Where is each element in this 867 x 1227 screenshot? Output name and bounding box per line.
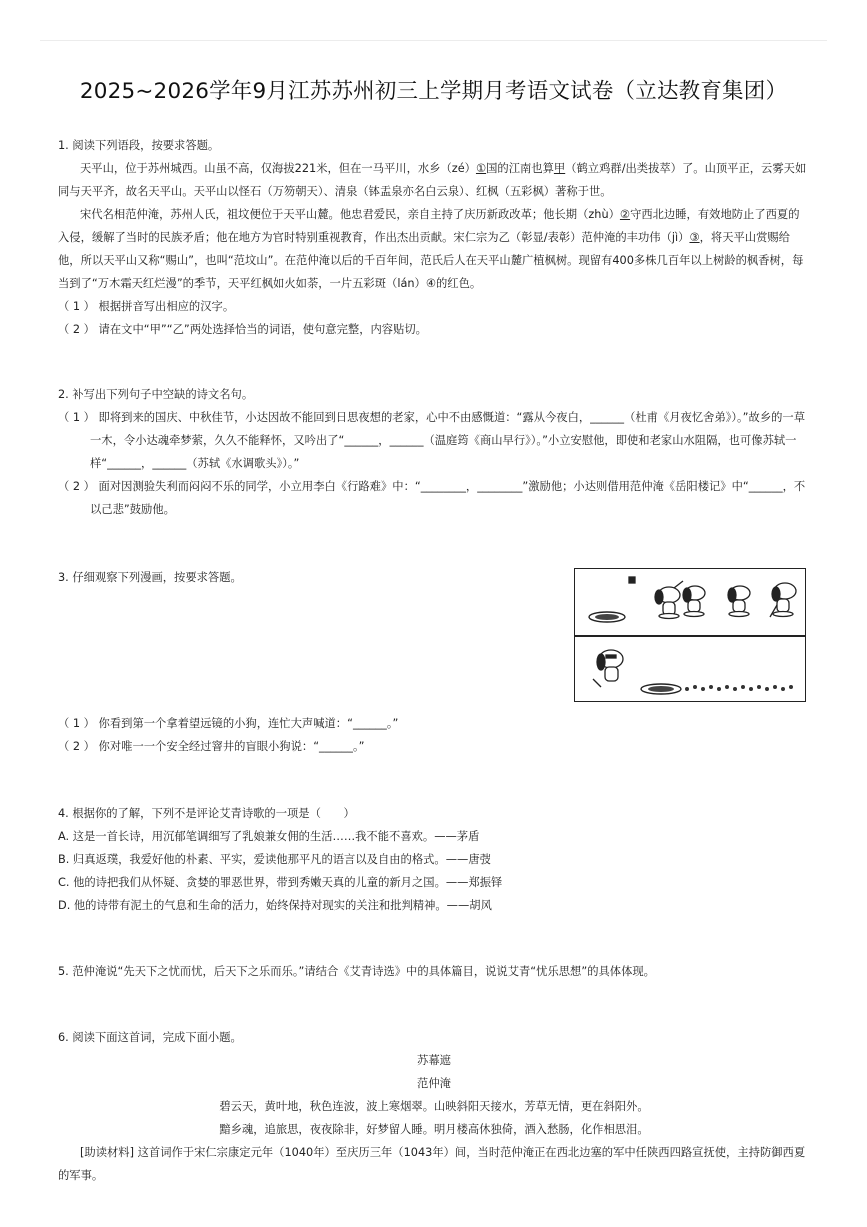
question-3-stem	[58, 566, 558, 589]
question-5	[58, 960, 810, 983]
q1-p1-text-a: 天平山，位于苏州城西。山虽不高，仅海拔221米，但在一马平川，水乡（zé）	[80, 162, 476, 175]
reading-note: [助读材料] 这首词作于宋仁宗康定元年（1040年）至庆历三年（1043年）间，当时范仲淹正在西北边塞的军中任陕西四路宣抚使，主持防御西夏的军事。	[58, 1146, 806, 1182]
footprints-icon	[685, 685, 793, 691]
q6-stem: 6. 阅读下面这首词，完成下面小题。	[58, 1031, 242, 1044]
q1-sub-2: （ 2 ） 请在文中“甲”“乙”两处选择恰当的词语，使句意完整，内容贴切。	[58, 323, 427, 336]
q1-paragraph-1	[58, 157, 810, 203]
blind-dog-icon	[593, 650, 623, 687]
q3-sub-2: （ 2 ） 你对唯一一个安全经过窨井的盲眼小狗说：“______。”	[58, 740, 365, 753]
dog-3-icon	[728, 586, 750, 617]
dog-telescope-icon	[629, 577, 683, 619]
q1-p1-text-b: 国的江南也算	[486, 162, 554, 175]
blank-jia: 甲	[553, 162, 566, 175]
q1-p1-text-c: （鹤立鸡群/出类拔萃）了。山顶平正，云雾天如同与天平齐，故名天平山。天平山以怪石（万笏朝天）、清泉（钵盂泉亦名白云泉）、红枫（五彩枫）著称于世。	[58, 162, 807, 198]
q2-stem: 2. 补写出下列句子中空缺的诗文名句。	[58, 388, 254, 401]
q3-stem: 3. 仔细观察下列漫画，按要求答题。	[58, 571, 242, 584]
top-divider	[40, 40, 827, 41]
question-6	[58, 1026, 810, 1187]
question-2	[58, 383, 810, 521]
question-3-subs	[58, 712, 810, 758]
q1-p2-text-b: 守西北边睡，有效地防止了西夏的入侵，缓解了当时的民族矛盾；他在地方为官时特别重视教育，作出杰出贡献。宋仁宗为	[58, 208, 800, 244]
blank-4: ④	[425, 277, 436, 290]
q1-p2-text-c: （彰显/表彰）范仲淹的丰功伟（jì）	[509, 231, 690, 244]
q4-option-b: B. 归真返璞，我爱好他的朴素、平实，爱读他那平凡的语言以及自由的格式。——唐弢	[58, 853, 491, 866]
page-title: 2025~2026学年9月江苏苏州初三上学期月考语文试卷（立达教育集团）	[79, 79, 788, 104]
blank-yi: 乙	[498, 231, 510, 244]
dog-4-icon	[770, 583, 796, 617]
q4-option-c: C. 他的诗把我们从怀疑、贪婪的罪恶世界，带到秀嫩天真的儿童的新月之国。——郑振铎	[58, 876, 503, 889]
dog-2-icon	[683, 586, 705, 617]
q4-option-a: A. 这是一首长诗，用沉郁笔调细写了乳娘兼女佣的生活……我不能不喜欢。——茅盾	[58, 830, 480, 843]
q5-stem: 5. 范仲淹说“先天下之忧而忧，后天下之乐而乐。”请结合《艾青诗选》中的具体篇目，说说艾青“忧乐思想”的具体体现。	[58, 965, 655, 978]
q3-sub-1: （ 1 ） 你看到第一个拿着望远镜的小狗，连忙大声喊道：“______。”	[58, 717, 399, 730]
q2-sub-1: （ 1 ） 即将到来的国庆、中秋佳节，小达因故不能回到日思夜想的老家，心中不由感慨道：“露从今夜白，______（杜甫《月夜忆舍弟》）。”故乡的一草一木，令小达魂牵梦萦，久久不能释怀，又吟出了“______，______（温庭筠《商山早行》）。”小立安慰他，即使和老家山水阻隔，也可像苏轼一样“______，______（苏轼《水调歌头》）。”	[58, 411, 806, 470]
q4-stem: 4. 根据你的了解，下列不是评论艾青诗歌的一项是（ ）	[58, 807, 355, 820]
q1-sub-1: （ 1 ） 根据拼音写出相应的汉字。	[58, 300, 235, 313]
question-1	[58, 134, 810, 341]
q1-p2-text-d: ，将天平山赏赐给他，所以天平山又称“赐山”，也叫“范坟山”。在范仲淹以后的千百年间，范氏后人在天平山麓广植枫树。现留有400多株几百年以上树龄的枫香树，每当到了“万木霜天红烂漫”的季节，天平红枫如火如荼，一片五彩斑（lán）	[58, 231, 804, 290]
poem-author: 范仲淹	[417, 1077, 451, 1090]
q1-p2-text-a: 宋代名相范仲淹，苏州人氏，祖坟便位于天平山麓。他忠君爱民，亲自主持了庆历新政改革；他长期（zhù）	[80, 208, 620, 221]
q1-p2-text-e: 的红色。	[435, 277, 482, 290]
poem-line-2: 黯乡魂，追旅思，夜夜除非，好梦留人睡。明月楼高休独倚，酒入愁肠，化作相思泪。	[219, 1123, 649, 1136]
q2-sub-2: （ 2 ） 面对因测验失利而闷闷不乐的同学，小立用李白《行路难》中：“________，________”激励他；小达则借用范仲淹《岳阳楼记》中“______，不以己悲”鼓励他。	[58, 480, 806, 516]
q4-option-d: D. 他的诗带有泥土的气息和生命的活力，始终保持对现实的关注和批判精神。——胡风	[58, 899, 492, 912]
q1-paragraph-2	[58, 203, 810, 295]
blank-2: ②	[619, 208, 631, 221]
comic-image	[574, 568, 806, 702]
blank-1: ①	[475, 162, 487, 175]
question-4	[58, 802, 810, 917]
poem-title: 苏幕遮	[417, 1054, 451, 1067]
blank-3: ③	[689, 231, 700, 244]
q1-stem: 1. 阅读下列语段，按要求答题。	[58, 139, 220, 152]
manhole-hole-icon	[595, 614, 619, 620]
comic-panel-divider	[575, 635, 805, 637]
poem-line-1: 碧云天，黄叶地，秋色连波，波上寒烟翠。山映斜阳天接水，芳草无情，更在斜阳外。	[219, 1100, 649, 1113]
